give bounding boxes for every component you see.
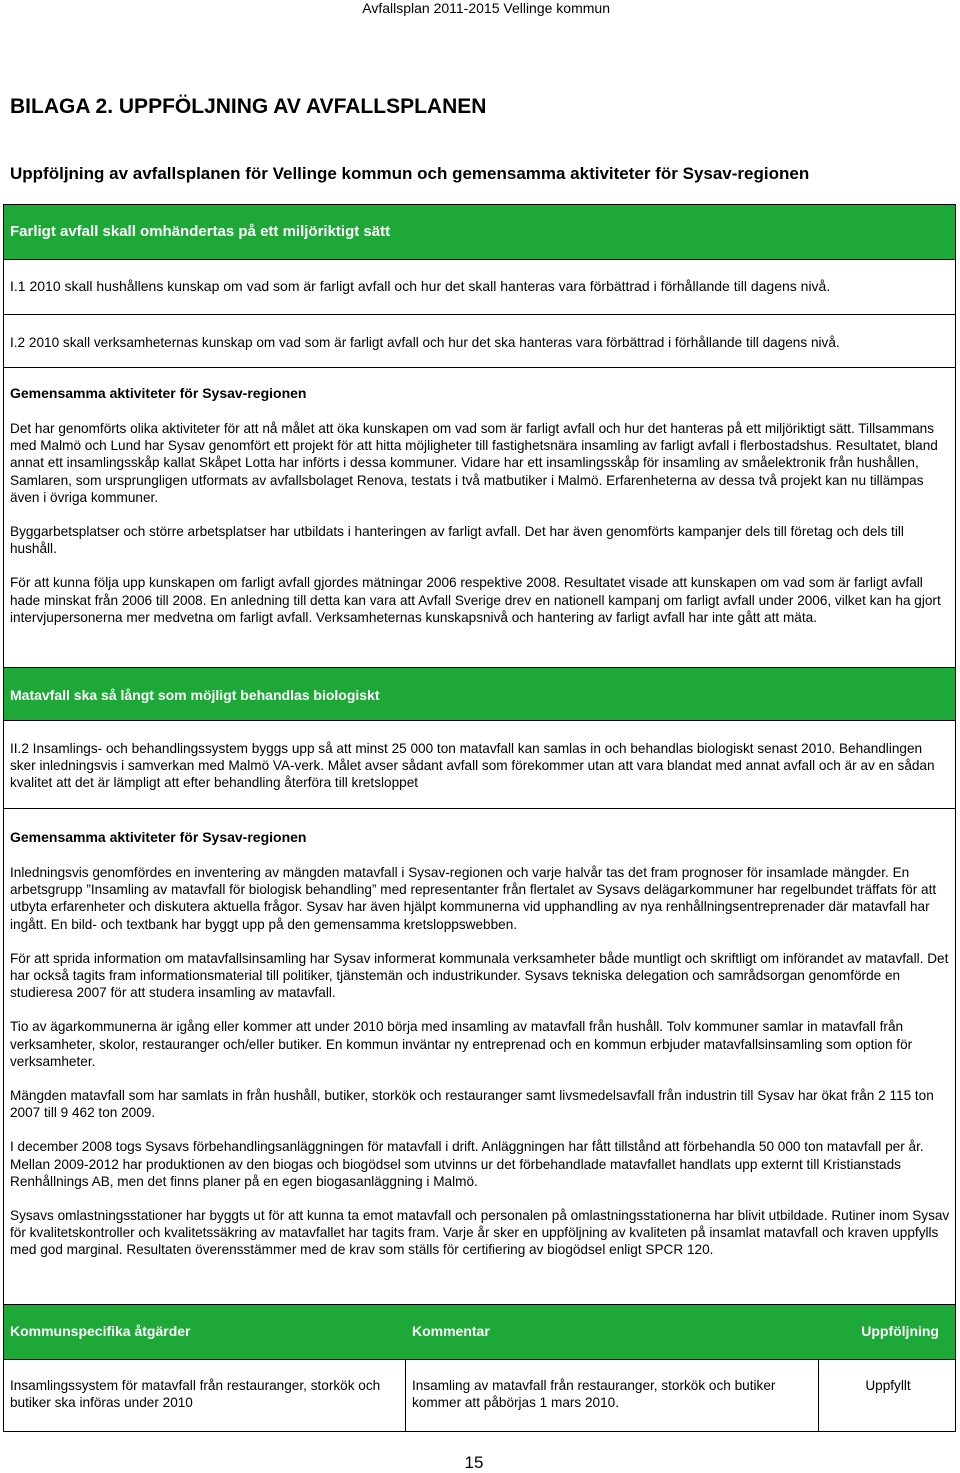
page-title: BILAGA 2. UPPFÖLJNING AV AVFALLSPLANEN <box>10 95 487 118</box>
section2-activities-text <box>10 864 950 1276</box>
section1-goal2: I.2 2010 skall verksamheternas kunskap om vad som är farligt avfall och hur det ska hanteras vara förbättrad i förhållande till dagens nivå. <box>10 335 840 350</box>
page-subtitle: Uppföljning av avfallsplanen för Vellinge kommun och gemensamma aktiviteter för Sysav-regionen <box>10 164 810 183</box>
paragraph: Det har genomförts olika aktiviteter för att nå målet att öka kunskapen om vad som är farligt avfall och hur det hanteras på ett miljöriktigt sätt. Tillsammans med Malmö och Lund har Sysav genomfört ett projekt för att hitta möjligheter till fastighetsnära insamling av farligt avfall i flerbostadshus. Resultatet, bland annat ett insamlingsskåp kallat Skåpet Lotta har införts i dessa kommuner. Vidare har ett insamlingsskåp för insamling av småelektronik från hushållen, Samlaren, som ursprungligen utformats av avfallsbolaget Renova, testats i två matbutiker i Malmö. Erfarenheterna av dessa två projekt kan nu tillämpas även i övriga kommuner. <box>10 421 938 505</box>
divider <box>3 314 956 315</box>
divider <box>3 367 956 368</box>
table-cell-followup: Uppfyllt <box>865 1378 911 1393</box>
section2-heading: Matavfall ska så långt som möjligt behandlas biologiskt <box>10 687 380 703</box>
running-header: Avfallsplan 2011-2015 Vellinge kommun <box>362 0 610 16</box>
section2-heading-bar <box>3 667 956 721</box>
paragraph: För att sprida information om matavfallsinsamling har Sysav informerat kommunala verksamheter både muntligt och skriftligt om införandet av matavfall. Det har också tagits fram informationsmaterial till politiker, tjänstemän och industrikunder. Sysavs tekniska delegation och samrådsorgan genomförde en studieresa 2007 för att studera insamling av matavfall. <box>10 950 949 1001</box>
paragraph: Byggarbetsplatser och större arbetsplatser har utbildats i hanteringen av farligt avfall. Det har även genomförts kampanjer dels till företag och dels till hushåll. <box>10 524 904 557</box>
paragraph: Sysavs omlastningsstationer har byggts ut för att kunna ta emot matavfall och personalen på omlastningsstationerna har blivit utbildade. Rutiner inom Sysav för kvalitetskontroller och kvalitetssäkring av matavfallet har tagits fram. Varje år sker en uppföljning av kvaliteten på insamlat matavfall och kraven uppfylls med god marginal. Resultaten överensstämmer med de krav som ställs för certifiering av biogödsel enligt SPCR 120. <box>10 1208 950 1258</box>
column-header-comment: Kommentar <box>412 1323 490 1339</box>
paragraph: Tio av ägarkommunerna är igång eller kommer att under 2010 börja med insamling av matavfall från hushåll. Tolv kommuner samlar in matavfall från verksamheter, skolor, restauranger och/eller butiker. En kommun inväntar ny entreprenad och en kommun erbjuder matavfallsinsamling som option för verksamheter. <box>10 1019 913 1069</box>
page-number: 15 <box>464 1453 484 1472</box>
table-cell-measure: Insamlingssystem för matavfall från restauranger, storkök och butiker ska införas under 2010 <box>10 1378 381 1410</box>
measures-table-header <box>3 1304 956 1360</box>
left-border <box>3 260 4 1304</box>
paragraph: Inledningsvis genomfördes en inventering av mängden matavfall i Sysav-regionen och varje halvår tas det fram prognoser för insamlade mängder. En arbetsgrupp ”Insamling av matavfall för biologisk behandling” med representanter från flertalet av Sysavs delägarkommuner har regelbundet träffats för att utbyta erfarenheter och diskutera aktuella frågor. Sysav har även hjälpt kommunerna vid upphandling av nya renhållningsentreprenader där matavfall har ingått. En bild- och textbank har byggt upp på den gemensamma kretsloppswebben. <box>10 865 937 932</box>
cell-divider <box>405 1360 406 1431</box>
section2-activities-heading: Gemensamma aktiviteter för Sysav-regionen <box>10 829 307 845</box>
table-cell-comment: Insamling av matavfall från restauranger, storkök och butiker kommer att påbörjas 1 mars 2010. <box>412 1378 776 1410</box>
right-border <box>955 260 956 1304</box>
section1-activities-heading: Gemensamma aktiviteter för Sysav-regionen <box>10 385 307 401</box>
section1-activities-text <box>10 420 950 643</box>
table-row <box>3 1360 956 1432</box>
section1-goal1: I.1 2010 skall hushållens kunskap om vad som är farligt avfall och hur det skall hanteras vara förbättrad i förhållande till dagens nivå. <box>10 278 831 294</box>
column-header-measures: Kommunspecifika åtgärder <box>10 1323 191 1339</box>
cell-divider <box>818 1360 819 1431</box>
paragraph: I december 2008 togs Sysavs förbehandlingsanläggningen för matavfall i drift. Anläggningen har fått tillstånd att förbehandla 50 000 ton matavfall per år. Mellan 2009-2012 har produktionen av den biogas och biogödsel som utvinns ur det förbehandlade matavfallet handlats upp externt till Kristianstads Renhållnings AB, men det finns planer på en egen biogasanläggning i Malmö. <box>10 1139 924 1189</box>
divider <box>3 808 956 809</box>
section1-heading: Farligt avfall skall omhändertas på ett miljöriktigt sätt <box>10 223 391 240</box>
section2-goal: II.2 Insamlings- och behandlingssystem byggs upp så att minst 25 000 ton matavfall kan samlas in och behandlas biologiskt senast 2010. Behandlingen sker inledningsvis i samverkan med Malmö VA-verk. Målet avser sådant avfall som förekommer utan att vara blandat med annat avfall och är av en sådan kvalitet att det är lämpligt att efter behandling återföra till kretsloppet <box>10 741 935 791</box>
paragraph: Mängden matavfall som har samlats in från hushåll, butiker, storkök och restauranger samt livsmedelsavfall från industrin till Sysav har ökat från 2 115 ton 2007 till 9 462 ton 2009. <box>10 1088 934 1121</box>
paragraph: För att kunna följa upp kunskapen om farligt avfall gjordes mätningar 2006 respektive 2008. Resultatet visade att kunskapen om vad som är farligt avfall hade minskat från 2006 till 2008. En anledning till detta kan vara att Avfall Sverige drev en nationell kampanj om farligt avfall under 2006, vilket kan ha gjort intervjupersonerna mer medvetna om farligt avfall. Verksamheternas kunskapsnivå och hantering av farligt avfall har inte gått att mäta. <box>10 575 941 625</box>
column-header-followup: Uppföljning <box>861 1323 939 1339</box>
section1-heading-bar <box>3 204 956 260</box>
